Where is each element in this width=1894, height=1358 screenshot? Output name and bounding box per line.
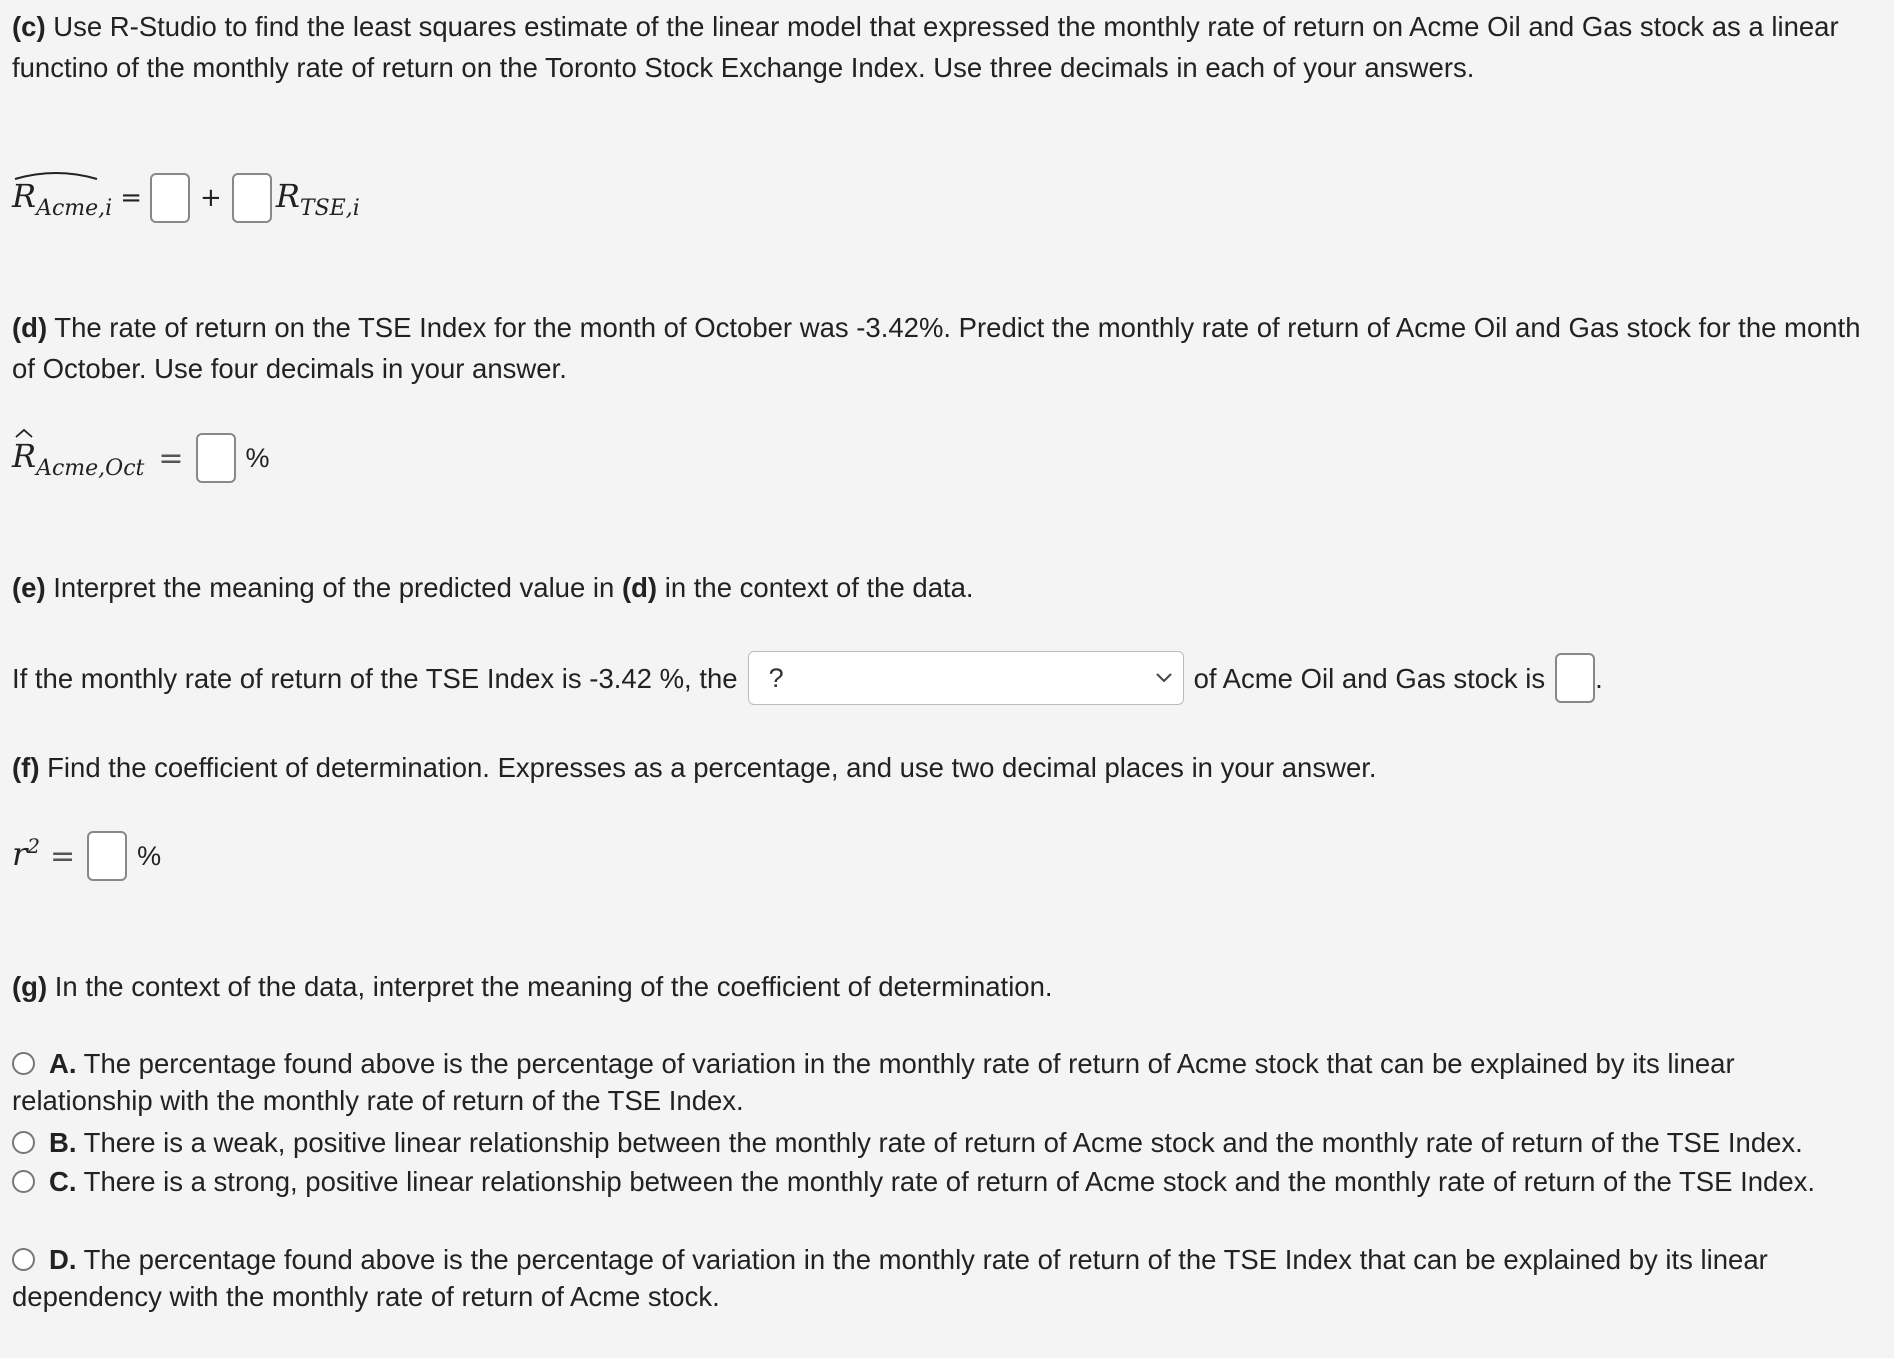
option-d[interactable]: D. The percentage found above is the percentage of variation in the monthly rate of return of the TSE Index that can be explained by its linear dependency with the monthly rate of return of Acme stock. [12, 1244, 1768, 1312]
option-c-text: There is a strong, positive linear relationship between the monthly rate of return of Acme stock and the monthly rate of return of the TSE Index. [76, 1166, 1816, 1197]
sentence-start: If the monthly rate of return of the TSE Index is -3.42 %, the [12, 662, 738, 694]
equals-sign: = [158, 440, 184, 476]
radio-button-b[interactable] [12, 1131, 35, 1154]
option-a[interactable]: A. The percentage found above is the percentage of variation in the monthly rate of return of Acme stock that can be explained by its linear relationship with the monthly rate of return of the TSE Index. [12, 1048, 1735, 1116]
percent-unit: % [245, 442, 270, 473]
percent-unit: % [137, 840, 162, 871]
sentence-mid: of Acme Oil and Gas stock is [1193, 662, 1546, 694]
part-f-text [12, 747, 1882, 788]
october-prediction-input[interactable] [196, 433, 236, 483]
intercept-input[interactable] [150, 173, 190, 223]
r-squared-equation [12, 826, 161, 886]
october-prediction-equation [12, 428, 270, 488]
option-c[interactable]: C. There is a strong, positive linear relationship between the monthly rate of return of Acme stock and the monthly rate of return of the TSE Index. [12, 1163, 1882, 1200]
regression-equation [12, 168, 360, 228]
part-e-text: (e) Interpret the meaning of the predicted value in (d) in the context of the data. [12, 572, 974, 603]
r-squared-symbol: $r^2$ [12, 833, 41, 873]
interpretation-sentence [12, 650, 1603, 706]
equals-sign: = [50, 838, 76, 874]
part-f-body: Find the coefficient of determination. Expresses as a percentage, and use two decimal places in your answer. [39, 752, 1377, 783]
part-f-question [12, 747, 1882, 788]
part-d-label: (d) [12, 312, 48, 343]
predicted-acme-symbol [12, 176, 112, 221]
slope-input[interactable] [232, 173, 272, 223]
part-d-question [12, 307, 1882, 389]
part-g-label: (g) [12, 971, 48, 1002]
interpretation-value-input[interactable] [1555, 653, 1595, 703]
part-c-question [12, 6, 1882, 88]
r-squared-input[interactable] [87, 831, 127, 881]
chevron-down-icon [1155, 672, 1173, 684]
wide-hat-accent: $R_{Acme,i}$ [12, 176, 112, 221]
tse-return-symbol: $R_{TSE,i}$ [275, 176, 360, 221]
radio-button-a[interactable] [12, 1052, 35, 1075]
part-g-question [12, 966, 1882, 1007]
part-c-text [12, 6, 1882, 88]
radio-button-c[interactable] [12, 1170, 35, 1193]
sentence-end: . [1595, 662, 1603, 694]
radio-button-d[interactable] [12, 1248, 35, 1271]
part-e-question [12, 567, 1882, 608]
part-c-label: (c) [12, 11, 46, 42]
equals-sign: = [120, 182, 143, 213]
hat-accent: R [12, 436, 36, 477]
plus-sign: + [200, 182, 222, 213]
option-b[interactable]: B. There is a weak, positive linear relationship between the monthly rate of return of Acme stock and the monthly rate of return of the TSE Index. [12, 1124, 1882, 1161]
part-c-body: Use R-Studio to find the least squares estimate of the linear model that expressed the monthly rate of return on Acme Oil and Gas stock as a linear functino of the monthly rate of return on the Toronto Stock Exchange Index. Use three decimals in each of your answers. [12, 11, 1839, 83]
option-a-text: The percentage found above is the percentage of variation in the monthly rate of return of Acme stock that can be explained by its linear relationship with the monthly rate of return of the TSE Index. [12, 1048, 1735, 1116]
part-g-text [12, 966, 1882, 1007]
option-b-text: There is a weak, positive linear relationship between the monthly rate of return of Acme stock and the monthly rate of return of the TSE Index. [76, 1127, 1803, 1158]
part-d-text [12, 307, 1882, 389]
interpretation-dropdown[interactable] [748, 651, 1184, 705]
option-d-text: The percentage found above is the percentage of variation in the monthly rate of return of the TSE Index that can be explained by its linear dependency with the monthly rate of return of Acme stock. [12, 1244, 1768, 1312]
part-g-body: In the context of the data, interpret the meaning of the coefficient of determination. [47, 971, 1053, 1002]
predicted-acme-oct-symbol: $R_{Acme,Oct}$ [12, 436, 144, 481]
part-e-label: (e) [12, 572, 46, 603]
dropdown-value: ? [768, 662, 784, 693]
part-f-label: (f) [12, 752, 40, 783]
part-d-body: The rate of return on the TSE Index for the month of October was -3.42%. Predict the monthly rate of return of Acme Oil and Gas stock for the month of October. Use four decimals in your answer. [12, 312, 1861, 384]
